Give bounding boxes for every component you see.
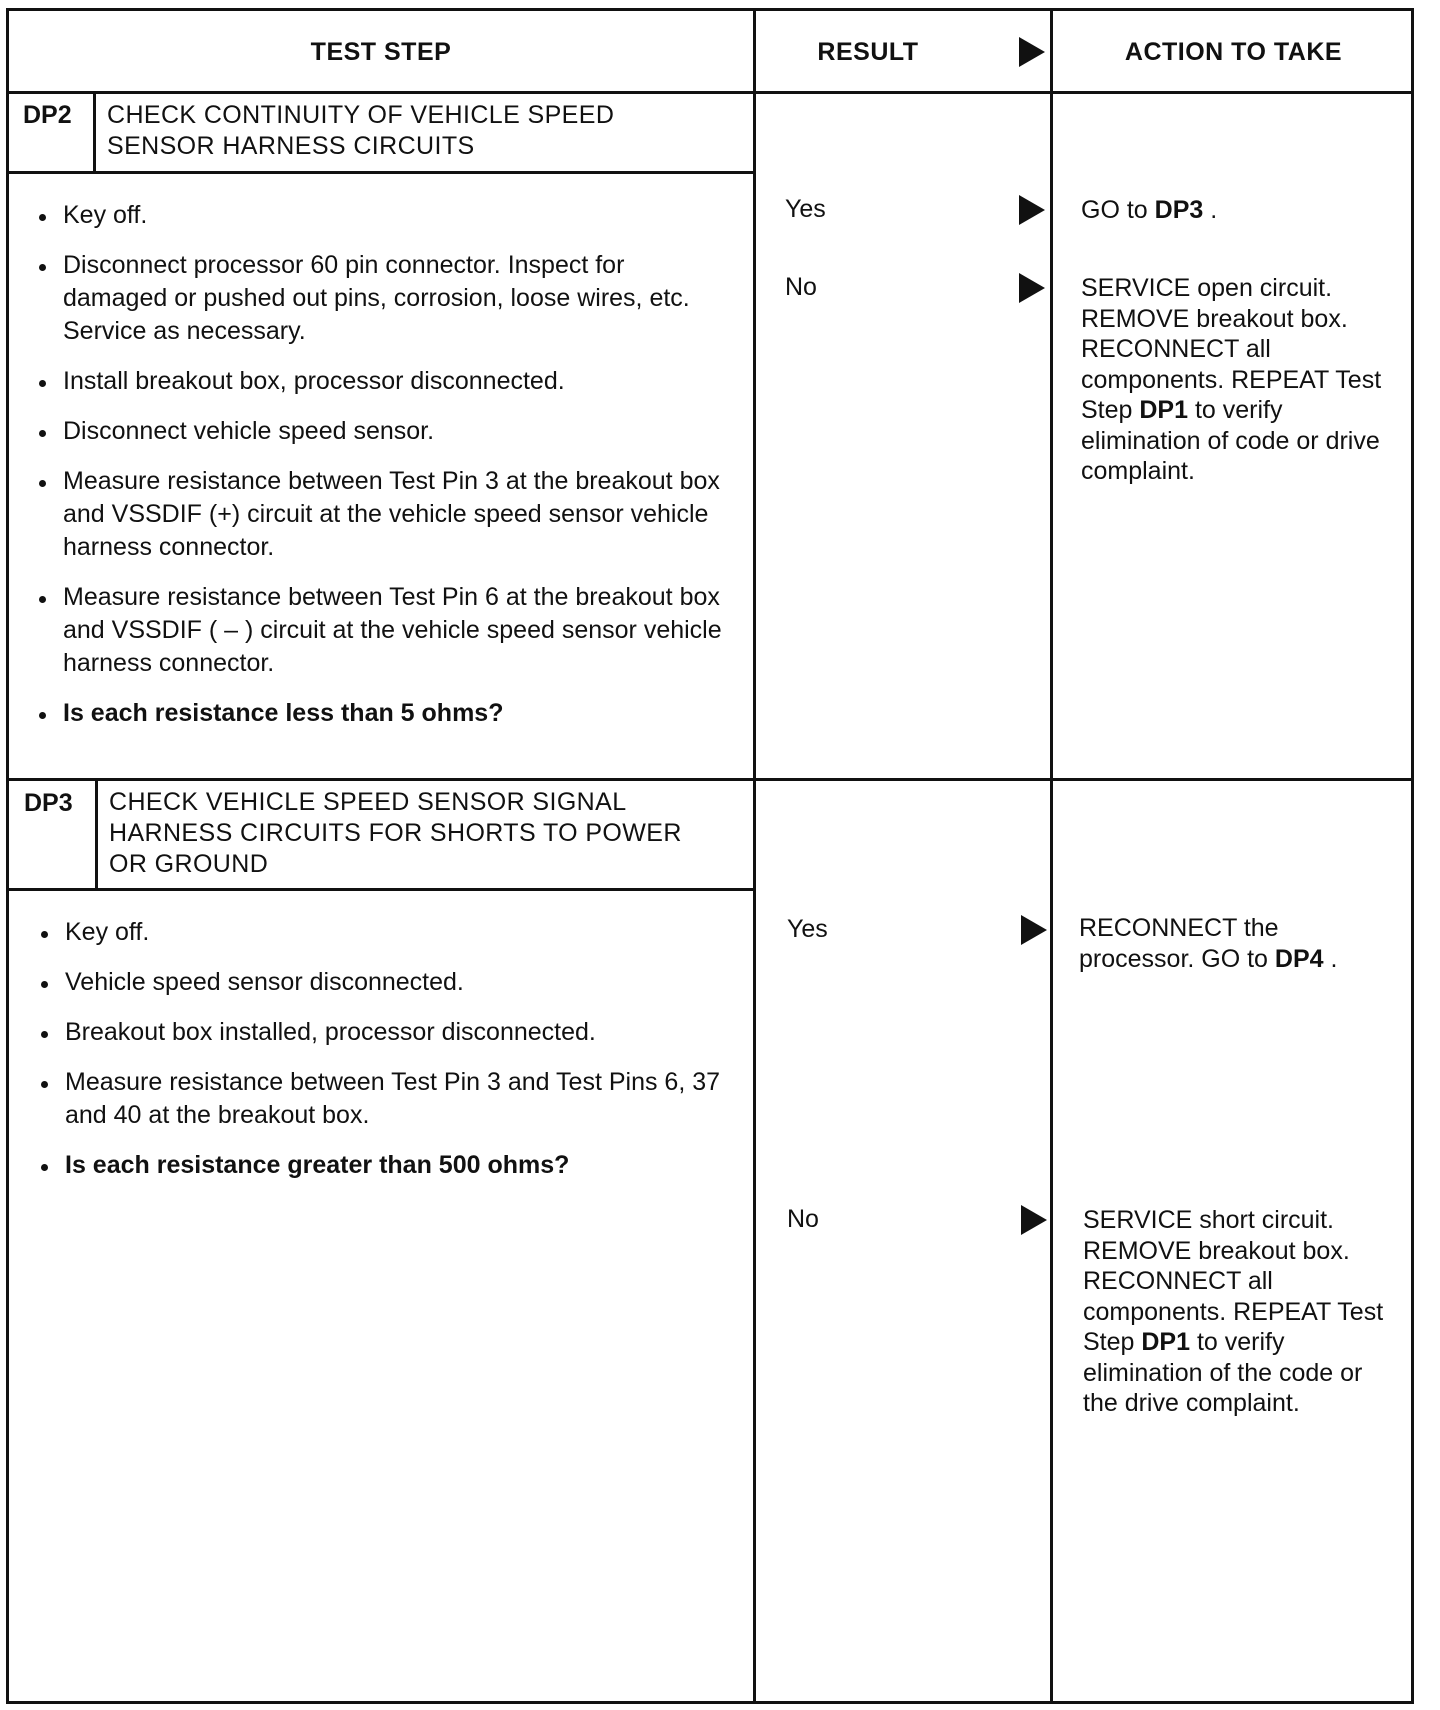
list-item: Disconnect processor 60 pin connector. Inspect for damaged or pushed out pins, corrosion, loose wires, etc. Service as necessary.	[33, 249, 733, 348]
step-title-dp2-line2: SENSOR HARNESS CIRCUITS	[107, 132, 475, 160]
arrow-icon	[1021, 1205, 1047, 1240]
step-title-dp3-line1: CHECK VEHICLE SPEED SENSOR SIGNAL	[109, 788, 627, 816]
header-arrow-icon	[1019, 37, 1045, 72]
step-reference: DP4	[1274, 944, 1324, 973]
dp2-action-yes: GO to DP3 .	[1081, 196, 1218, 224]
header-divider	[9, 91, 1414, 94]
dp3-bullet-list	[35, 916, 735, 1199]
list-item: Install breakout box, processor disconnected.	[33, 365, 733, 398]
step-reference: DP1	[1139, 396, 1189, 424]
arrow-icon	[1021, 915, 1047, 950]
diagnostic-table	[6, 8, 1414, 1704]
dp3-action-yes: RECONNECT the processor. GO to DP4 .	[1079, 914, 1338, 973]
list-item: Measure resistance between Test Pin 6 at the breakout box and VSSDIF ( – ) circuit at the vehicle speed sensor vehicle harness connector.	[33, 581, 733, 680]
dp2-bullet-list	[33, 199, 733, 747]
row-divider	[9, 778, 1414, 781]
header-action: ACTION TO TAKE	[1124, 37, 1343, 66]
step-title-dp2	[107, 100, 614, 162]
step-id-dp3: DP3	[24, 789, 73, 817]
step-title-dp2-line1: CHECK CONTINUITY OF VEHICLE SPEED	[107, 101, 615, 129]
header-result: RESULT	[817, 37, 919, 66]
list-item: Key off.	[33, 199, 733, 232]
step-reference: DP3	[1154, 196, 1204, 224]
step-title-dp3-line3: OR GROUND	[109, 850, 269, 878]
dp3-id-divider	[95, 778, 98, 891]
step-id-dp2: DP2	[23, 101, 72, 129]
list-item-question: Is each resistance less than 5 ohms?	[33, 697, 733, 730]
column-divider-action	[1050, 11, 1053, 1701]
dp2-title-divider	[9, 171, 753, 174]
step-title-dp3-line2: HARNESS CIRCUITS FOR SHORTS TO POWER	[109, 819, 682, 847]
header-test-step: TEST STEP	[310, 37, 452, 66]
dp2-id-divider	[93, 91, 96, 173]
dp3-action-no: SERVICE short circuit. REMOVE breakout box. RECONNECT all components. REPEAT Test Step DP1 to verify elimination of the code or the drive complaint.	[1083, 1206, 1384, 1417]
list-item: Measure resistance between Test Pin 3 at the breakout box and VSSDIF (+) circuit at the vehicle speed sensor vehicle harness connector.	[33, 465, 733, 564]
list-item: Measure resistance between Test Pin 3 and Test Pins 6, 37 and 40 at the breakout box.	[35, 1066, 735, 1132]
dp3-result-yes: Yes	[787, 915, 828, 943]
dp2-result-yes: Yes	[785, 195, 826, 223]
column-divider-result	[753, 11, 756, 1701]
dp2-result-no: No	[785, 273, 817, 301]
dp3-title-divider	[9, 888, 753, 891]
list-item: Vehicle speed sensor disconnected.	[35, 966, 735, 999]
list-item-question: Is each resistance greater than 500 ohms?	[35, 1149, 735, 1182]
list-item: Key off.	[35, 916, 735, 949]
step-title-dp3	[109, 787, 682, 880]
list-item: Breakout box installed, processor disconnected.	[35, 1016, 735, 1049]
step-reference: DP1	[1141, 1328, 1191, 1356]
arrow-icon	[1019, 195, 1045, 230]
list-item: Disconnect vehicle speed sensor.	[33, 415, 733, 448]
dp3-result-no: No	[787, 1205, 819, 1233]
arrow-icon	[1019, 273, 1045, 308]
dp2-action-no: SERVICE open circuit. REMOVE breakout box. RECONNECT all components. REPEAT Test Step DP1 to verify elimination of code or drive complaint.	[1081, 274, 1382, 485]
